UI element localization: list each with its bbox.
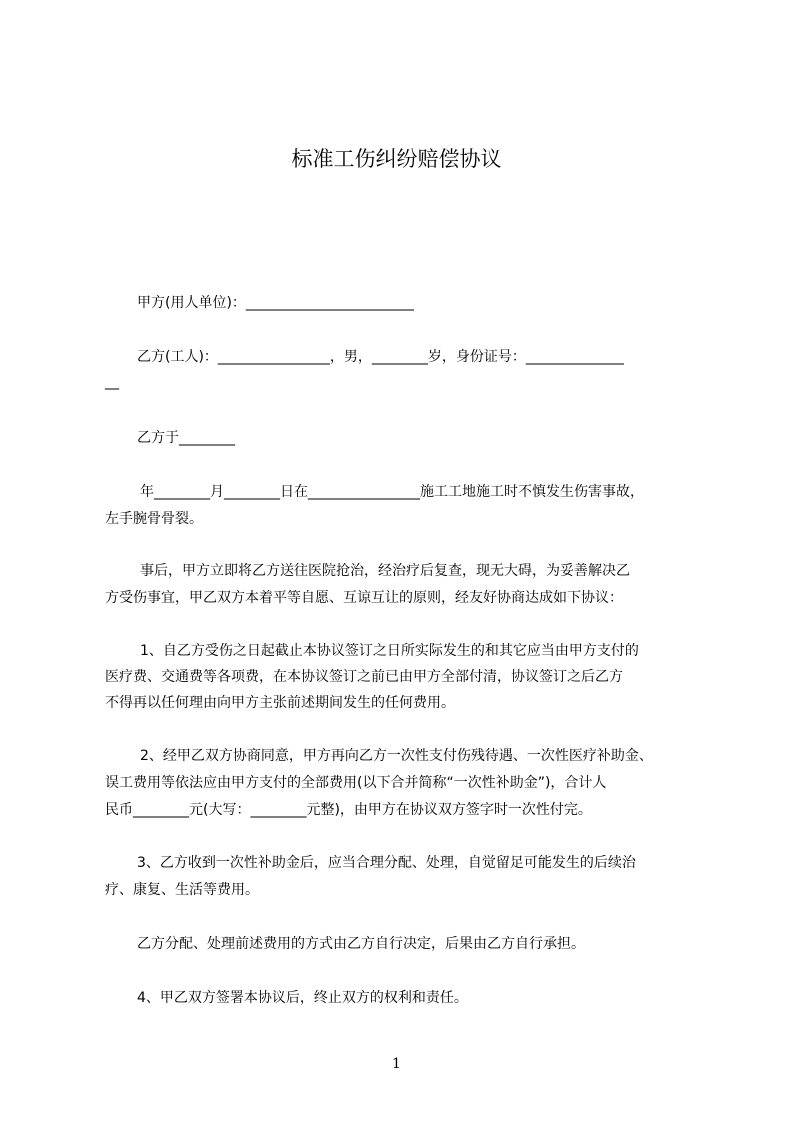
aftermath-line-1: 事后，甲方立即将乙方送往医院抢治，经治疗后复查，现无大碍，为妥善解决乙 [140, 563, 630, 579]
clause-2-line-3: 民币________元(大写：________元整)，由甲方在协议双方签字时一次性付完。 [105, 802, 592, 818]
allocation-line: 乙方分配、处理前述费用的方式由乙方自行决定，后果由乙方自行承担。 [137, 936, 585, 952]
incident-line-1: 年________月________日在________________施工工地施工时不慎发生伤害事故， [140, 484, 644, 500]
party-a-line: 甲方(用人单位)：________________________ [137, 295, 414, 311]
incident-line-2: 左手腕骨骨裂。 [105, 511, 203, 527]
clause-3-line-1: 3、乙方收到一次性补助金后，应当合理分配、处理，自觉留足可能发生的后续治 [137, 855, 636, 871]
clause-4-line: 4、甲乙双方签署本协议后，终止双方的权利和责任。 [137, 990, 468, 1006]
aftermath-line-2: 方受伤事宜，甲乙双方本着平等自愿、互谅互让的原则，经友好协商达成如下协议： [105, 590, 623, 606]
clause-1-line-1: 1、自乙方受伤之日起截止本协议签订之日所实际发生的和其它应当由甲方支付的 [140, 643, 639, 659]
clause-1-line-2: 医疗费、交通费等各项费，在本协议签订之前已由甲方全部付清，协议签订之后乙方 [105, 669, 623, 685]
party-b-line: 乙方(工人)：________________，男，________岁，身份证号：______________ [137, 349, 624, 365]
clause-2-line-1: 2、经甲乙双方协商同意，甲方再向乙方一次性支付伤残待遇、一次性医疗补助金、 [140, 748, 653, 764]
party-b-line-wrap: __ [105, 374, 119, 390]
clause-3-line-2: 疗、康复、生活等费用。 [105, 882, 259, 898]
party-b-date-line: 乙方于________ [137, 430, 235, 446]
clause-2-line-2: 误工费用等依法应由甲方支付的全部费用(以下合并简称“一次性补助金”)，合计人 [105, 775, 607, 791]
clause-1-line-3: 不得再以任何理由向甲方主张前述期间发生的任何费用。 [105, 695, 455, 711]
page-number: 1 [392, 1056, 401, 1072]
document-title: 标准工伤纠纷赔偿协议 [291, 147, 502, 171]
